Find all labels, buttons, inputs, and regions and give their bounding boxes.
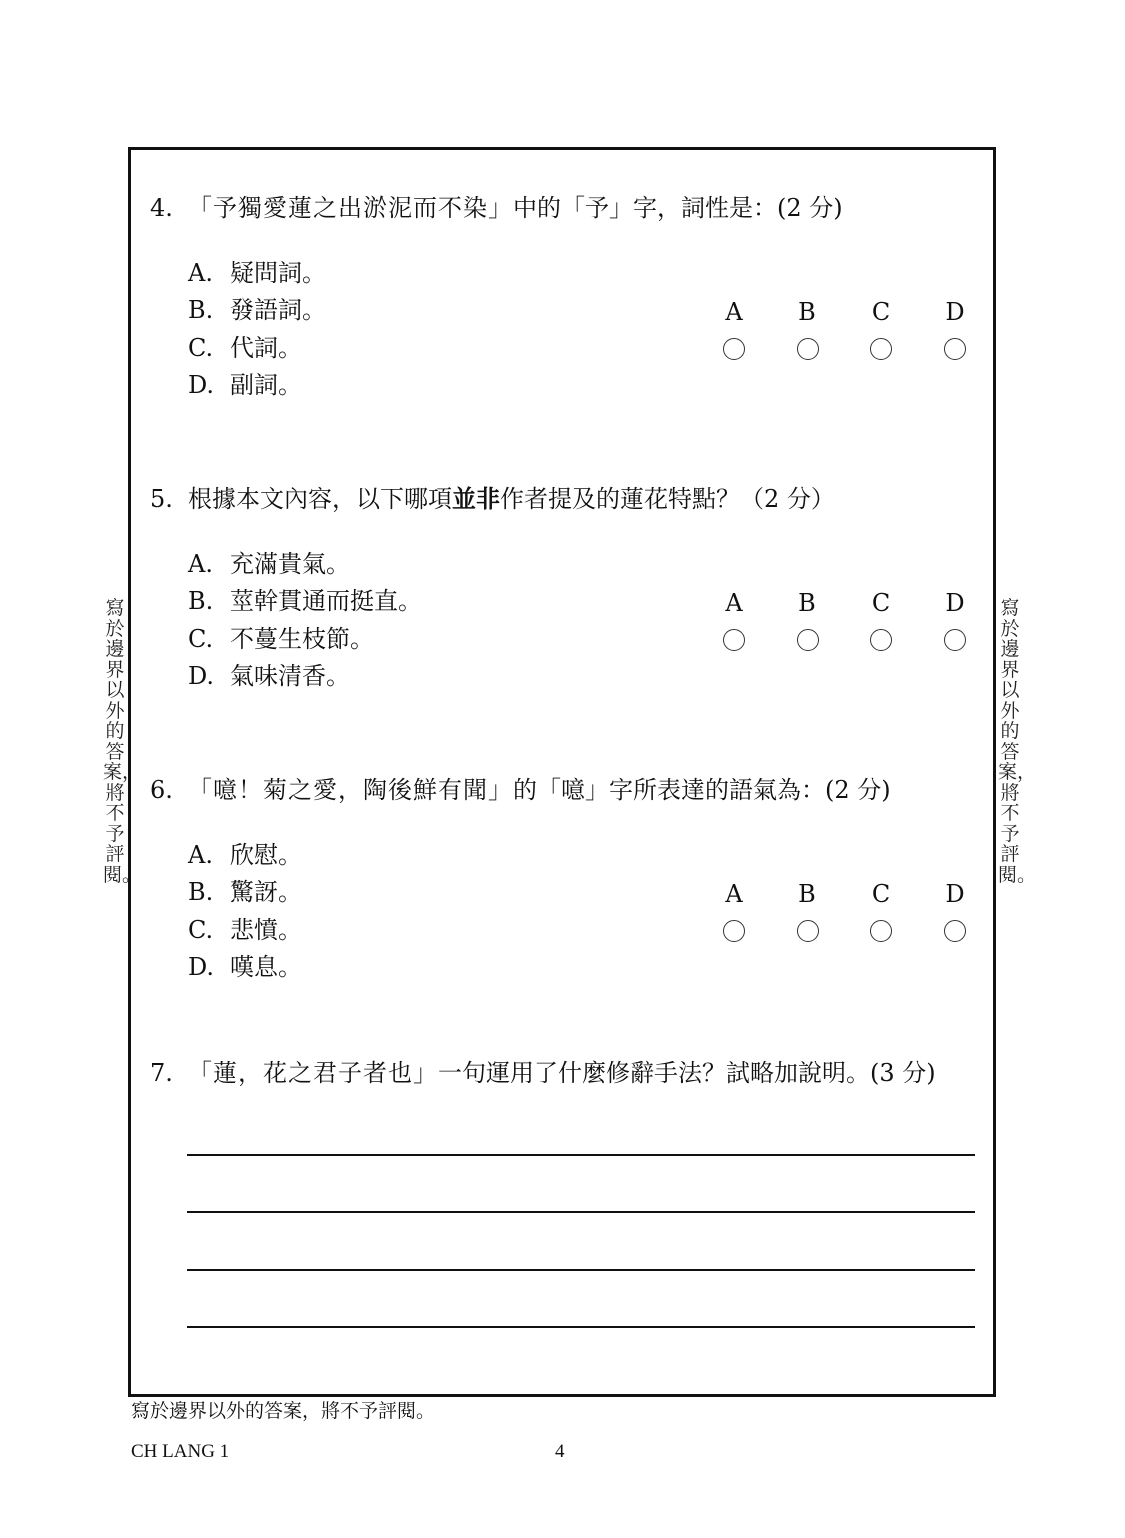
q6-bubble-d[interactable]: [944, 920, 966, 942]
answer-label-b: B: [798, 589, 816, 617]
paper-code: CH LANG 1: [131, 1441, 230, 1462]
question-text: 一句運用了什麼修辭手法？試略加說明。(3 分): [438, 1059, 936, 1087]
option-c: C. 悲憤。: [188, 916, 302, 944]
question-5-stem: [150, 484, 835, 514]
option-d: D. 副詞。: [188, 371, 302, 399]
question-number: 7.: [150, 1059, 173, 1087]
quoted-text: 「噫！菊之愛，陶後鮮有聞」: [188, 776, 513, 804]
answer-line-1[interactable]: [187, 1154, 975, 1156]
answer-line-4[interactable]: [187, 1326, 975, 1328]
question-text: 作者提及的蓮花特點？（2 分）: [500, 485, 835, 513]
option-d: D. 嘆息。: [188, 953, 302, 981]
option-a: A. 疑問詞。: [188, 259, 326, 287]
answer-label-c: C: [871, 298, 891, 326]
q5-bubble-b[interactable]: [797, 629, 819, 651]
q4-bubble-d[interactable]: [944, 338, 966, 360]
q5-bubble-d[interactable]: [944, 629, 966, 651]
page-number: 4: [555, 1441, 565, 1462]
q4-bubble-a[interactable]: [723, 338, 745, 360]
question-6-stem: [150, 775, 891, 805]
bottom-note: 寫於邊界以外的答案，將不予評閱。: [131, 1400, 436, 1422]
question-7-stem: [150, 1058, 936, 1088]
option-a: A. 充滿貴氣。: [188, 550, 350, 578]
answer-label-d: D: [945, 880, 965, 908]
answer-line-3[interactable]: [187, 1269, 975, 1271]
emphasis-text: 並非: [452, 485, 500, 513]
q6-bubble-c[interactable]: [870, 920, 892, 942]
q5-bubble-a[interactable]: [723, 629, 745, 651]
option-c: C. 不蔓生枝節。: [188, 625, 374, 653]
q4-bubble-c[interactable]: [870, 338, 892, 360]
answer-label-c: C: [871, 880, 891, 908]
answer-line-2[interactable]: [187, 1211, 975, 1213]
answer-label-d: D: [945, 298, 965, 326]
question-text: 中的「予」字，詞性是：(2 分): [513, 194, 843, 222]
option-b: B. 莖幹貫通而挺直。: [188, 587, 422, 615]
quoted-text: 「蓮，花之君子者也」: [188, 1059, 438, 1087]
side-note-left: 寫於邊界以外的答案，將不予評閱。: [103, 597, 142, 886]
answer-label-c: C: [871, 589, 891, 617]
q5-bubble-c[interactable]: [870, 629, 892, 651]
answer-label-a: A: [725, 880, 743, 908]
answer-label-d: D: [945, 589, 965, 617]
question-number: 4.: [150, 194, 173, 222]
answer-label-a: A: [725, 298, 743, 326]
option-b: B. 發語詞。: [188, 296, 326, 324]
option-b: B. 驚訝。: [188, 878, 302, 906]
question-text: 的「噫」字所表達的語氣為：(2 分): [513, 776, 891, 804]
question-text: 根據本文內容，以下哪項: [188, 485, 452, 513]
question-4-stem: [150, 193, 843, 223]
q6-bubble-a[interactable]: [723, 920, 745, 942]
option-c: C. 代詞。: [188, 334, 302, 362]
option-a: A. 欣慰。: [188, 841, 302, 869]
side-note-right: 寫於邊界以外的答案，將不予評閱。: [998, 597, 1037, 886]
answer-label-b: B: [798, 298, 816, 326]
answer-label-b: B: [798, 880, 816, 908]
quoted-text: 「予獨愛蓮之出淤泥而不染」: [188, 194, 513, 222]
option-d: D. 氣味清香。: [188, 662, 350, 690]
q4-bubble-b[interactable]: [797, 338, 819, 360]
q6-bubble-b[interactable]: [797, 920, 819, 942]
question-number: 5.: [150, 485, 173, 513]
answer-label-a: A: [725, 589, 743, 617]
question-number: 6.: [150, 776, 173, 804]
